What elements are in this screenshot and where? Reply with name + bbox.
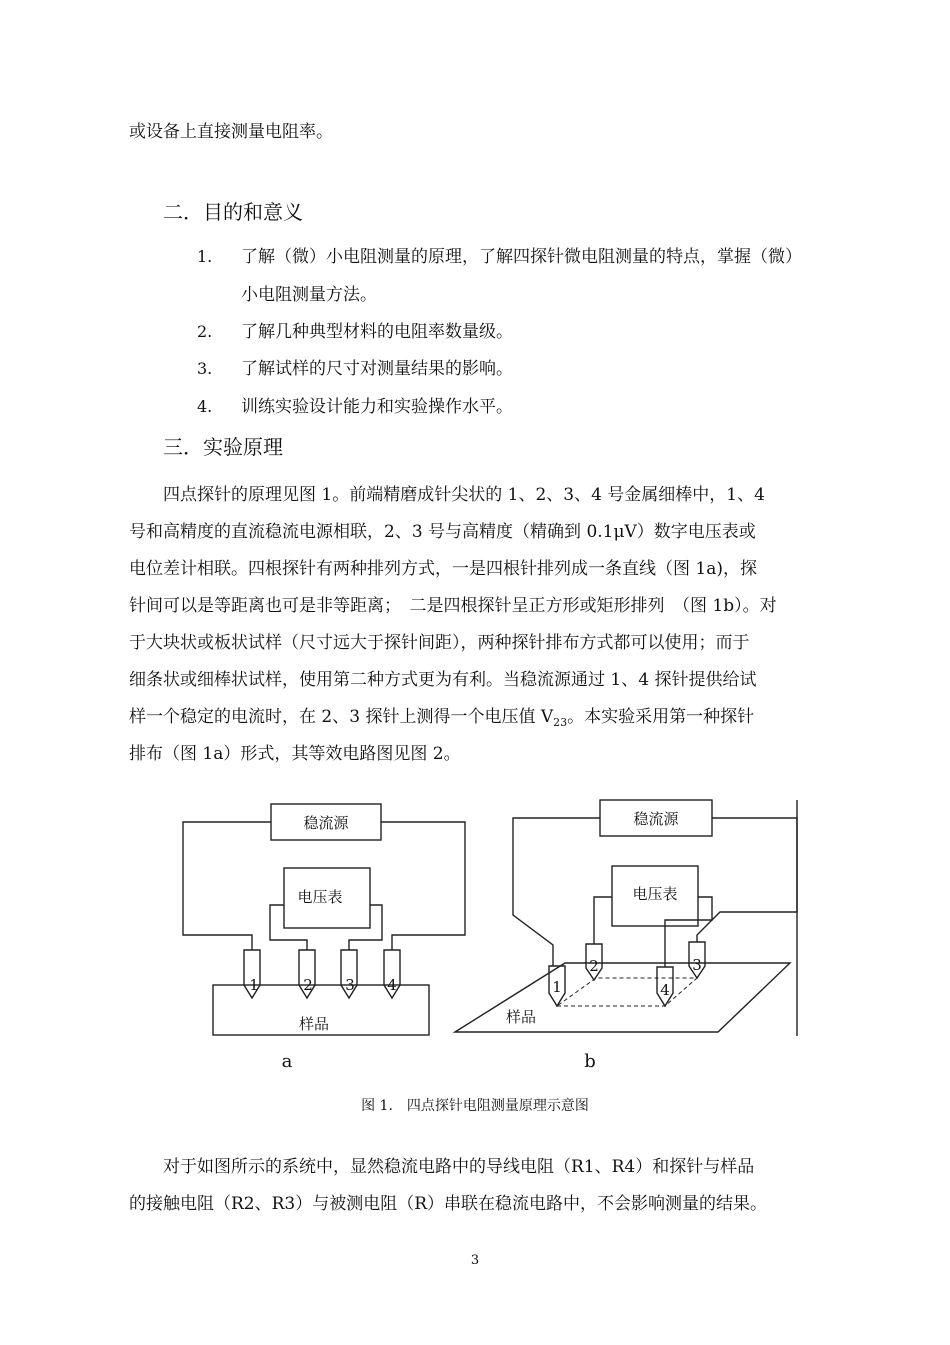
subscript-23: 23 bbox=[553, 716, 568, 729]
list-item-text: 训练实验设计能力和实验操作水平。 bbox=[241, 397, 513, 417]
probe-label-a-2: 2 bbox=[303, 976, 313, 994]
paragraph-text: 。本实验采用第一种探针 bbox=[567, 707, 755, 727]
paragraph-line: 针间可以是等距离也可是非等距离； 二是四根探针呈正方形或矩形排列 （图 1b）。对 bbox=[129, 596, 777, 616]
section3-heading: 三．实验原理 bbox=[163, 435, 283, 459]
paragraph-line: 对于如图所示的系统中，显然稳流电路中的导线电阻（R1、R4）和探针与样品 bbox=[163, 1157, 755, 1177]
list-item-number: 3. bbox=[197, 359, 213, 378]
voltmeter-label-a: 电压表 bbox=[297, 888, 343, 906]
list-item-number: 1. bbox=[197, 247, 213, 266]
voltmeter-label-b: 电压表 bbox=[632, 885, 678, 903]
figure-caption: 图 1. 四点探针电阻测量原理示意图 bbox=[361, 1098, 589, 1114]
sample-label-b: 样品 bbox=[505, 1008, 537, 1026]
paragraph-line: 四点探针的原理见图 1。前端精磨成针尖状的 1、2、3、4 号金属细棒中，1、4 bbox=[163, 485, 765, 505]
section2-heading: 二．目的和意义 bbox=[163, 200, 303, 224]
current-source-label-a: 稳流源 bbox=[303, 814, 349, 832]
probe-label-b-1: 1 bbox=[552, 978, 562, 996]
paragraph-line: 细条状或细棒状试样，使用第二种方式更为有利。当稳流源通过 1、4 探针提供给试 bbox=[129, 670, 757, 690]
list-item-number: 4. bbox=[197, 397, 213, 416]
paragraph-text: 样一个稳定的电流时，在 2、3 探针上测得一个电压值 V bbox=[129, 707, 554, 727]
paragraph-line: 电位差计相联。四根探针有两种排列方式，一是四根针排列成一条直线（图 1a)，探 bbox=[129, 559, 757, 579]
figure-1-diagram bbox=[0, 790, 950, 1080]
list-item-text-continued: 小电阻测量方法。 bbox=[241, 285, 377, 305]
paragraph-line: 于大块状或板状试样（尺寸远大于探针间距），两种探针排布方式都可以使用；而于 bbox=[129, 633, 750, 653]
intro-line: 或设备上直接测量电阻率。 bbox=[129, 122, 333, 142]
probe-label-a-1: 1 bbox=[249, 976, 259, 994]
subfigure-label-b: b bbox=[584, 1051, 596, 1072]
paragraph-line: 号和高精度的直流稳流电源相联，2、3 号与高精度（精确到 0.1μV）数字电压表或 bbox=[129, 522, 756, 542]
probe-label-a-3: 3 bbox=[345, 976, 355, 994]
paragraph-line: 排布（图 1a）形式，其等效电路图见图 2。 bbox=[129, 744, 461, 764]
probe-label-b-3: 3 bbox=[692, 956, 702, 974]
paragraph-line-with-subscript bbox=[129, 707, 823, 727]
list-item-text: 了解几种典型材料的电阻率数量级。 bbox=[241, 322, 513, 342]
probe-label-b-4: 4 bbox=[660, 981, 670, 999]
subfigure-label-a: a bbox=[281, 1051, 293, 1072]
sample-label-a: 样品 bbox=[298, 1015, 330, 1033]
paragraph-line: 的接触电阻（R2、R3）与被测电阻（R）串联在稳流电路中，不会影响测量的结果。 bbox=[129, 1194, 768, 1214]
probe-label-b-2: 2 bbox=[589, 957, 599, 975]
current-source-label-b: 稳流源 bbox=[633, 810, 679, 828]
page-number: 3 bbox=[470, 1253, 480, 1268]
list-item-text: 了解试样的尺寸对测量结果的影响。 bbox=[241, 359, 513, 379]
list-item-number: 2. bbox=[197, 322, 213, 341]
list-item-text: 了解（微）小电阻测量的原理，了解四探针微电阻测量的特点，掌握（微） bbox=[241, 247, 802, 267]
probe-label-a-4: 4 bbox=[387, 976, 397, 994]
